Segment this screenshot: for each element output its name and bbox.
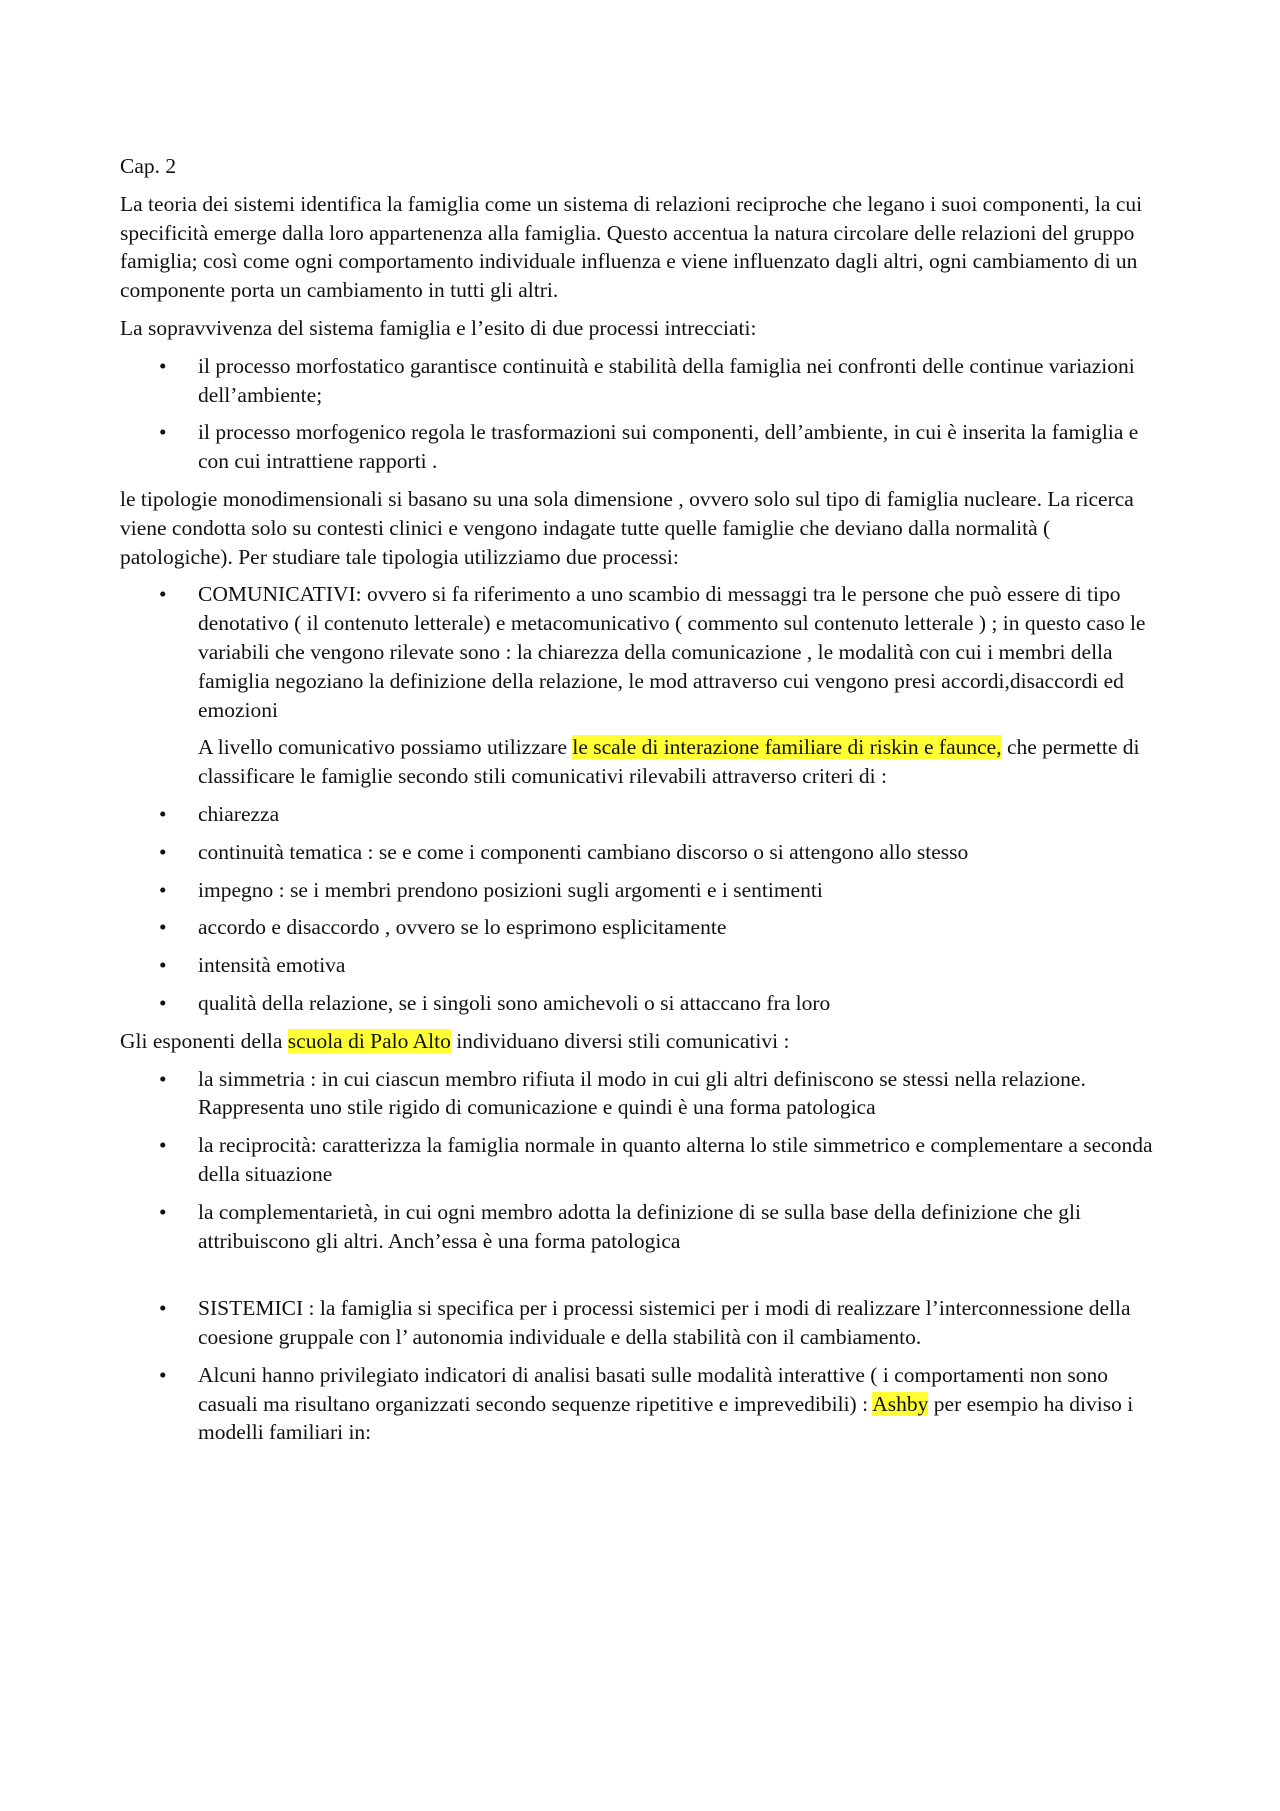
list-item-text: COMUNICATIVI: ovvero si fa riferimento a uno scambio di messaggi tra le persone che può essere di tipo denotativo ( il contenuto letterale) e metacomunicativo ( commento sul contenuto letterale ) ; in questo caso le variabili che vengono rilevate sono : la chiarezza della comunicazione , le modalità con cui i membri della famiglia negoziano la definizione della relazione, le mod attraverso cui vengono presi accordi,disaccordi ed emozioni <box>198 582 1146 722</box>
list-item <box>120 913 1160 942</box>
highlighted-text: scuola di Palo Alto <box>287 1028 451 1053</box>
sistemici-list <box>120 1294 1160 1447</box>
list-item-text: la simmetria : in cui ciascun membro rifiuta il modo in cui gli altri definiscono se stessi nella relazione. Rappresenta uno stile rigido di comunicazione e quindi è una forma patologica <box>198 1066 1086 1120</box>
bullet-icon: • <box>159 1362 167 1387</box>
list-item <box>120 951 1160 980</box>
list-item-text: SISTEMICI : la famiglia si specifica per i processi sistemici per i modi di realizzare l’interconnessione della coesione gruppale con l’ autonomia individuale e della stabilità con il cambiamento. <box>198 1296 1131 1350</box>
chapter-heading: Cap. 2 <box>120 154 177 178</box>
paragraph-typologies: le tipologie monodimensionali si basano su una sola dimensione , ovvero solo sul tipo di famiglia nucleare. La ricerca viene condotta solo su contesti clinici e vengono indagate tutte quelle famiglie che deviano dalla normalità ( patologiche). Per studiare tale tipologia utilizziamo due processi: <box>120 486 1134 569</box>
bullet-icon: • <box>159 801 167 826</box>
styles-list <box>120 1065 1160 1256</box>
bullet-icon: • <box>159 915 167 940</box>
bullet-icon: • <box>159 1066 167 1091</box>
text-segment: che permette di classificare le famiglie secondo stili comunicativi rilevabili attraverso criteri di : <box>198 735 1140 789</box>
bullet-icon: • <box>159 582 167 607</box>
list-item-text <box>198 1363 1133 1445</box>
criteria-list <box>120 800 1160 1018</box>
bullet-icon: • <box>159 839 167 864</box>
list-item <box>120 580 1160 724</box>
list-item <box>120 989 1160 1018</box>
paragraph-systems-theory: La teoria dei sistemi identifica la famiglia come un sistema di relazioni reciproche che legano i suoi componenti, la cui specificità emerge dalla loro appartenenza alla famiglia. Questo accentua la natura circolare delle relazioni del gruppo famiglia; così come ogni comportamento individuale influenza e viene influenzato dagli altri, ogni cambiamento di un componente porta un cambiamento in tutti gli altri. <box>120 191 1143 303</box>
text-segment: per esempio ha diviso i modelli familiari in: <box>198 1391 1134 1445</box>
bullet-icon: • <box>159 1133 167 1158</box>
bullet-icon: • <box>159 1199 167 1224</box>
list-item-text: il processo morfostatico garantisce continuità e stabilità della famiglia nei confronti delle continue variazioni dell’ambiente; <box>198 353 1135 407</box>
list-item-text: intensità emotiva <box>198 953 346 978</box>
bullet-icon: • <box>159 990 167 1015</box>
bullet-icon: • <box>159 1296 167 1321</box>
list-item <box>120 1131 1160 1189</box>
bullet-icon: • <box>159 353 167 378</box>
list-item-text: il processo morfogenico regola le trasformazioni sui componenti, dell’ambiente, in cui è inserita la famiglia e con cui intrattiene rapporti . <box>198 420 1139 474</box>
list-item-text: la reciprocità: caratterizza la famiglia normale in quanto alterna lo stile simmetrico e complementare a seconda della situazione <box>198 1133 1153 1186</box>
bullet-icon: • <box>159 877 167 902</box>
list-item <box>120 418 1160 476</box>
bullet-icon: • <box>159 420 167 445</box>
paragraph-palo-alto <box>120 1027 1160 1056</box>
list-item-text: continuità tematica : se e come i componenti cambiano discorso o si attengono allo stesso <box>198 839 969 864</box>
bullet-icon: • <box>159 953 167 978</box>
list-item <box>120 1361 1160 1447</box>
list-item <box>120 800 1160 829</box>
paragraph-communicative-level <box>120 733 1160 791</box>
text-segment: A livello comunicativo possiamo utilizzare <box>198 735 573 760</box>
list-item-text: la complementarietà, in cui ogni membro adotta la definizione di se sulla base della definizione che gli attribuiscono gli altri. Anch’essa è una forma patologica <box>198 1199 1081 1253</box>
list-item <box>120 1294 1160 1352</box>
list-item <box>120 352 1160 410</box>
list-item <box>120 838 1160 867</box>
list-item-text: qualità della relazione, se i singoli sono amichevoli o si attaccano fra loro <box>198 990 831 1015</box>
list-item <box>120 1198 1160 1256</box>
text-segment: Gli esponenti della <box>120 1028 288 1053</box>
highlighted-text: Ashby <box>872 1391 929 1416</box>
blank-line <box>120 1264 1160 1294</box>
list-item-text: chiarezza <box>198 801 280 826</box>
paragraph-survival: La sopravvivenza del sistema famiglia e l’esito di due processi intrecciati: <box>120 315 757 340</box>
highlighted-text: le scale di interazione familiare di riskin e faunce, <box>572 735 1002 760</box>
text-segment: Alcuni hanno privilegiato indicatori di analisi basati sulle modalità interattive ( i comportamenti non sono casuali ma risultano organizzati secondo sequenze ripetitive e imprevedibili) : <box>198 1362 1108 1416</box>
list-item-text: impegno : se i membri prendono posizioni sugli argomenti e i sentimenti <box>198 877 823 902</box>
list-item <box>120 1065 1160 1123</box>
list-item <box>120 876 1160 905</box>
text-segment: individuano diversi stili comunicativi : <box>450 1028 790 1053</box>
comunicativi-list <box>120 580 1160 724</box>
processes-list <box>120 352 1160 476</box>
list-item-text: accordo e disaccordo , ovvero se lo esprimono esplicitamente <box>198 915 727 940</box>
